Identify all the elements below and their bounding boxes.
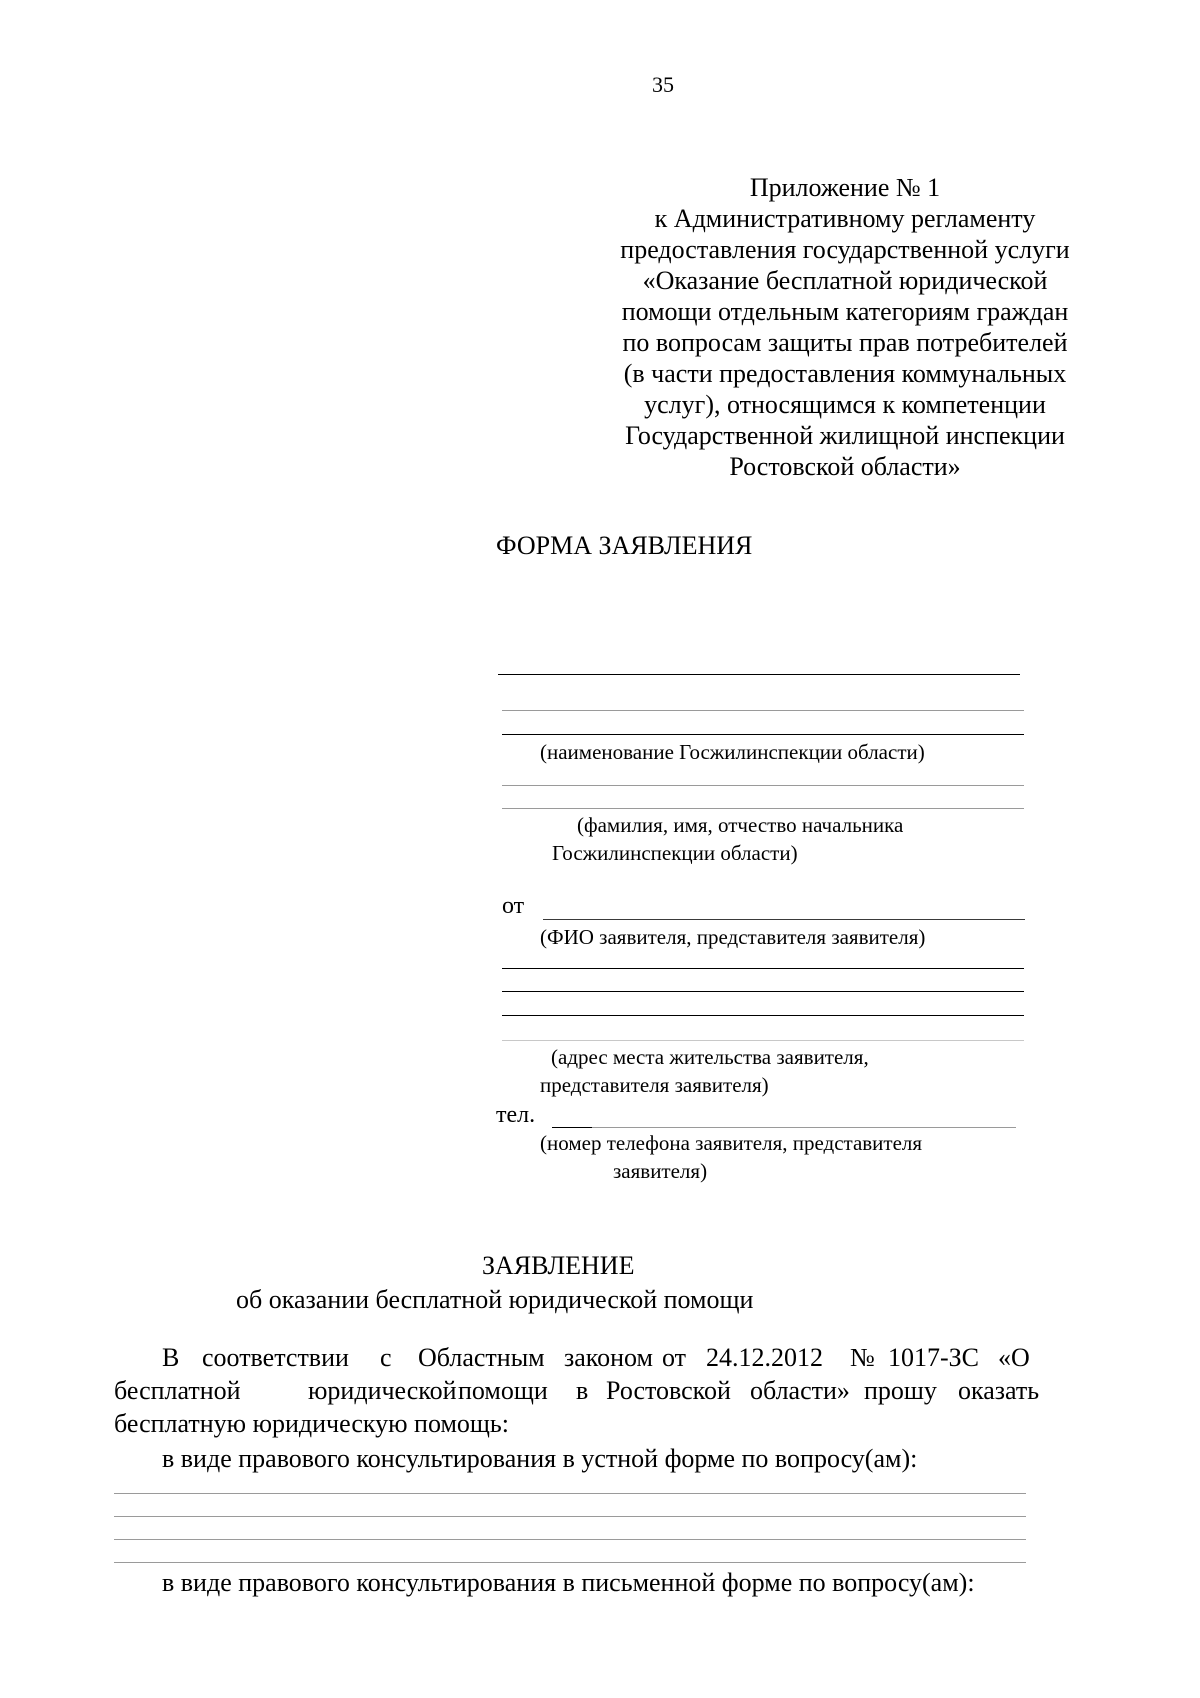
appendix-line: (в части предоставления коммунальных xyxy=(623,359,1067,388)
applicant-name-caption: (ФИО заявителя, представителя заявителя) xyxy=(540,925,926,949)
paragraph-word: 1017-ЗС xyxy=(888,1343,980,1372)
address-caption: (адрес места жительства заявителя, xyxy=(551,1045,869,1069)
paragraph-word: юридической xyxy=(308,1376,457,1405)
appendix-line: помощи отдельным категориям граждан xyxy=(621,297,1069,326)
oral-question-line[interactable] xyxy=(114,1516,1026,1517)
oral-question-line[interactable] xyxy=(114,1493,1026,1494)
appendix-line: Приложение № 1 xyxy=(749,173,941,202)
applicant-name-line[interactable] xyxy=(543,919,1025,920)
oral-question-line[interactable] xyxy=(114,1562,1026,1563)
inspection-name-line[interactable] xyxy=(502,734,1024,735)
from-label: от xyxy=(502,893,525,919)
address-line[interactable] xyxy=(502,991,1024,992)
paragraph-word: с xyxy=(380,1343,392,1372)
paragraph-word: «О xyxy=(998,1343,1030,1372)
paragraph-word: в xyxy=(576,1376,589,1405)
address-caption: представителя заявителя) xyxy=(540,1073,769,1097)
paragraph-word: оказать xyxy=(958,1376,1040,1405)
appendix-line: «Оказание бесплатной юридической xyxy=(642,266,1048,295)
paragraph-word: области» xyxy=(750,1376,850,1405)
appendix-line: по вопросам защиты прав потребителей xyxy=(622,328,1068,357)
head-name-caption: Госжилинспекции области) xyxy=(552,841,798,865)
paragraph-word: от xyxy=(662,1343,687,1372)
appendix-line: Государственной жилищной инспекции xyxy=(625,421,1065,450)
paragraph-word: помощи xyxy=(458,1376,548,1405)
paragraph-word: бесплатной xyxy=(114,1376,241,1405)
paragraph-word: законом xyxy=(564,1343,653,1372)
form-title: ФОРМА ЗАЯВЛЕНИЯ xyxy=(496,531,753,560)
appendix-block xyxy=(600,172,1090,482)
written-consultation-item: в виде правового консультирования в письменной форме по вопросу(ам): xyxy=(162,1568,975,1597)
address-line[interactable] xyxy=(502,1040,1024,1041)
phone-line[interactable] xyxy=(552,1127,592,1128)
address-line[interactable] xyxy=(502,968,1024,969)
appendix-line: предоставления государственной услуги xyxy=(620,235,1070,264)
paragraph-word: соответствии xyxy=(202,1343,349,1372)
oral-question-line[interactable] xyxy=(114,1539,1026,1540)
head-name-line[interactable] xyxy=(502,785,1024,786)
paragraph-word: прошу xyxy=(864,1376,937,1405)
phone-caption: (номер телефона заявителя, представителя xyxy=(540,1131,923,1155)
address-line[interactable] xyxy=(502,1015,1024,1016)
appendix-line: услуг), относящимся к компетенции xyxy=(644,390,1046,419)
phone-line[interactable] xyxy=(592,1127,1016,1128)
paragraph-word: 24.12.2012 xyxy=(706,1343,823,1372)
inspection-name-line[interactable] xyxy=(502,710,1024,711)
oral-consultation-item: в виде правового консультирования в устной форме по вопросу(ам): xyxy=(162,1444,918,1473)
appendix-line: Ростовской области» xyxy=(729,452,961,481)
paragraph-word: Областным xyxy=(418,1343,545,1372)
inspection-name-line[interactable] xyxy=(498,674,1020,675)
statement-title: ЗАЯВЛЕНИЕ xyxy=(482,1251,635,1280)
phone-caption: заявителя) xyxy=(613,1159,708,1183)
page-number: 35 xyxy=(652,72,674,97)
paragraph-word: № xyxy=(850,1343,875,1372)
inspection-name-caption: (наименование Госжилинспекции области) xyxy=(540,740,925,764)
phone-label: тел. xyxy=(496,1102,536,1128)
head-name-caption: (фамилия, имя, отчество начальника xyxy=(577,813,904,837)
statement-subtitle: об оказании бесплатной юридической помощи xyxy=(236,1285,754,1314)
paragraph-line: бесплатную юридическую помощь: xyxy=(114,1409,510,1438)
paragraph-word: В xyxy=(162,1343,180,1372)
head-name-line[interactable] xyxy=(502,808,1024,809)
appendix-line: к Административному регламенту xyxy=(654,204,1036,233)
paragraph-word: Ростовской xyxy=(606,1376,731,1405)
